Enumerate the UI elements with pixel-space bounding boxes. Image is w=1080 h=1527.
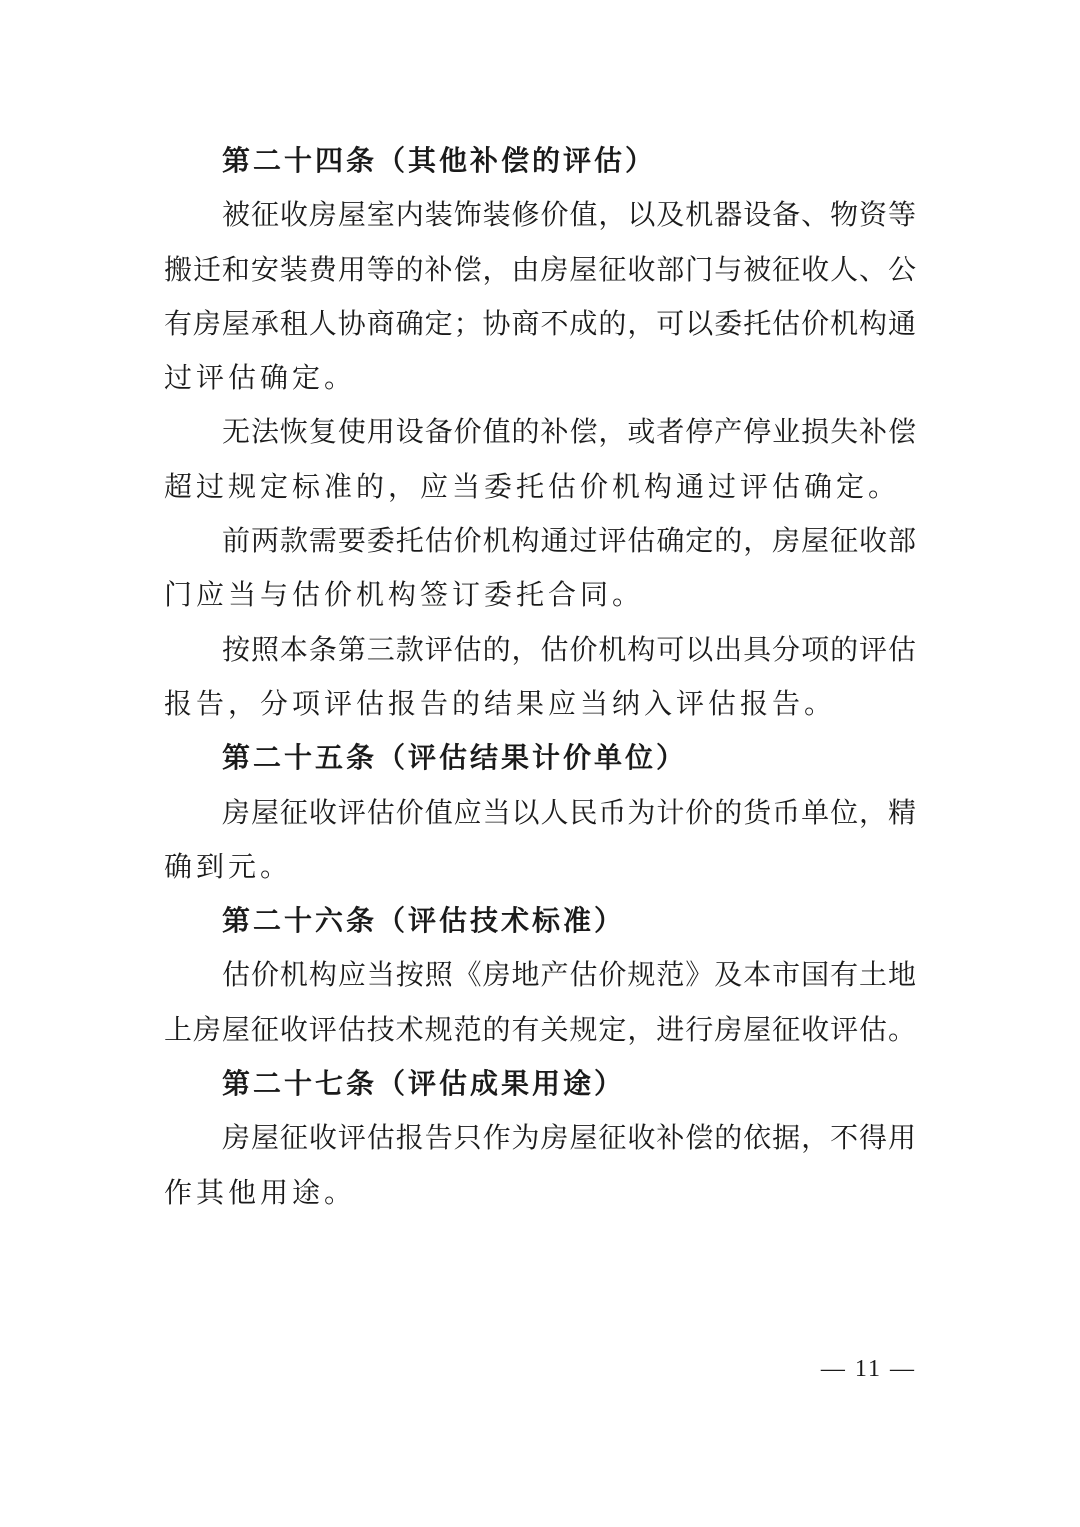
- article-24-p2-line-1: 无法恢复使用设备价值的补偿，或者停产停业损失补偿: [222, 415, 916, 449]
- article-25-p1-line-2: 确到元。: [164, 849, 293, 883]
- article-24-p1-line-1: 被征收房屋室内装饰装修价值，以及机器设备、物资等: [222, 198, 916, 232]
- article-25-heading: 第二十五条（评估结果计价单位）: [222, 741, 688, 775]
- article-24-p1-line-2: 搬迁和安装费用等的补偿，由房屋征收部门与被征收人、公: [164, 252, 916, 286]
- article-24-p2-line-2: 超过规定标准的，应当委托估价机构通过评估确定。: [164, 469, 901, 503]
- article-24-p3-line-1: 前两款需要委托估价机构通过评估确定的，房屋征收部: [222, 524, 916, 558]
- article-27-p1-line-2: 作其他用途。: [164, 1175, 357, 1209]
- article-27-p1-line-1: 房屋征收评估报告只作为房屋征收补偿的依据，不得用: [222, 1121, 916, 1155]
- article-25-p1-line-1: 房屋征收评估价值应当以人民币为计价的货币单位，精: [222, 795, 916, 829]
- page-number: — 11 —: [820, 1356, 916, 1382]
- article-24-p4-line-1: 按照本条第三款评估的，估价机构可以出具分项的评估: [222, 632, 916, 666]
- article-26-p1-line-2: 上房屋征收评估技术规范的有关规定，进行房屋征收评估。: [164, 1012, 916, 1046]
- document-body: [164, 134, 916, 1220]
- article-26-p1-line-1: 估价机构应当按照《房地产估价规范》及本市国有土地: [222, 958, 916, 992]
- article-24-p4-line-2: 报告，分项评估报告的结果应当纳入评估报告。: [164, 686, 837, 720]
- article-27-heading: 第二十七条（评估成果用途）: [222, 1067, 626, 1101]
- article-26-heading: 第二十六条（评估技术标准）: [222, 904, 626, 938]
- article-24-p1-line-3: 有房屋承租人协商确定；协商不成的，可以委托估价机构通: [164, 306, 916, 340]
- article-24-heading: 第二十四条（其他补偿的评估）: [222, 144, 657, 177]
- article-24-p1-line-4: 过评估确定。: [164, 361, 357, 395]
- article-24-p3-line-2: 门应当与估价机构签订委托合同。: [164, 578, 645, 612]
